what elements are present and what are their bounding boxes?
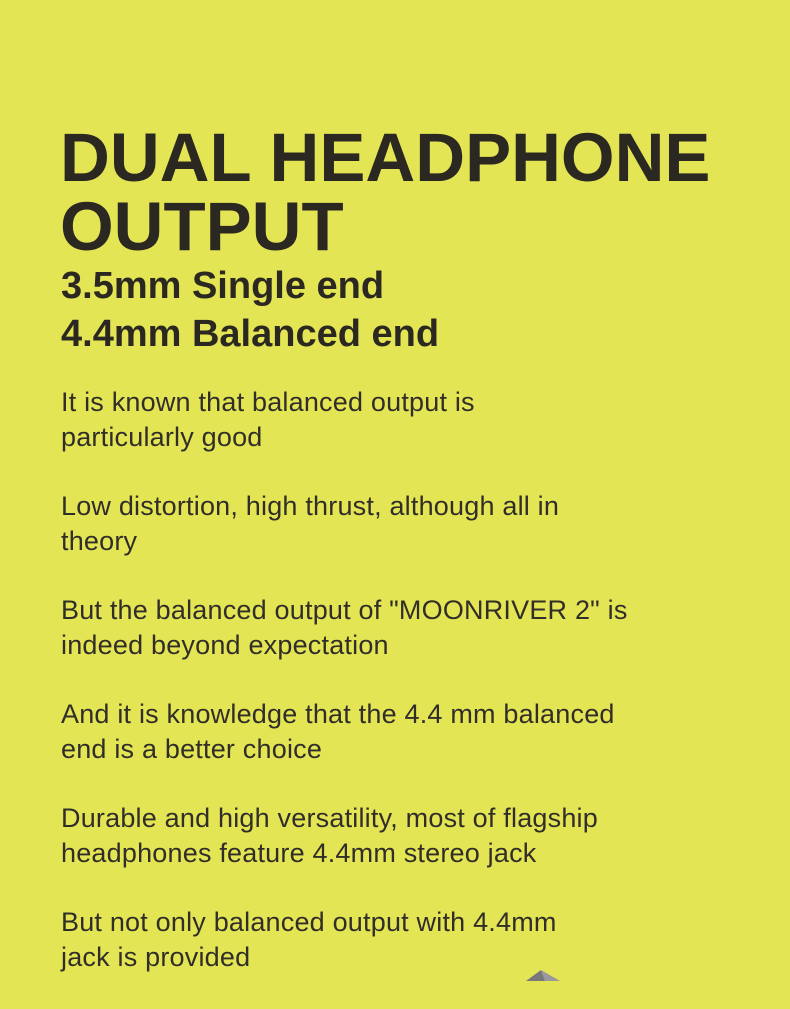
paragraph-line: It is known that balanced output is: [61, 387, 475, 417]
subtitle-line-1: 3.5mm Single end: [61, 265, 385, 307]
paragraph-line: Low distortion, high thrust, although all in: [61, 491, 560, 521]
paragraph-line: end is a better choice: [61, 734, 323, 764]
paragraph: [61, 593, 681, 663]
subtitle-line-2: 4.4mm Balanced end: [61, 313, 440, 355]
paragraph-line: indeed beyond expectation: [61, 630, 389, 660]
paragraph-line: particularly good: [61, 422, 263, 452]
page-subtitle: [61, 262, 439, 358]
page-title-line-1: DUAL HEADPHONE: [60, 119, 711, 196]
gray-object-peek: [526, 970, 560, 981]
paragraph-line: And it is knowledge that the 4.4 mm balanced: [61, 699, 615, 729]
paragraph-line: But not only balanced output with 4.4mm: [61, 907, 557, 937]
paragraph-line: But the balanced output of "MOONRIVER 2" is: [61, 595, 628, 625]
paragraph: [61, 489, 681, 559]
paragraph-line: theory: [61, 526, 138, 556]
page-title-line-2: OUTPUT: [60, 188, 344, 265]
paragraph: [61, 385, 681, 455]
body-text: [61, 385, 681, 1009]
page-title: [60, 119, 711, 265]
paragraph-line: headphones feature 4.4mm stereo jack: [61, 838, 537, 868]
paragraph-line: Durable and high versatility, most of flagship: [61, 803, 598, 833]
paragraph: [61, 905, 681, 975]
paragraph: [61, 801, 681, 871]
paragraph-line: jack is provided: [61, 942, 251, 972]
paragraph: [61, 697, 681, 767]
